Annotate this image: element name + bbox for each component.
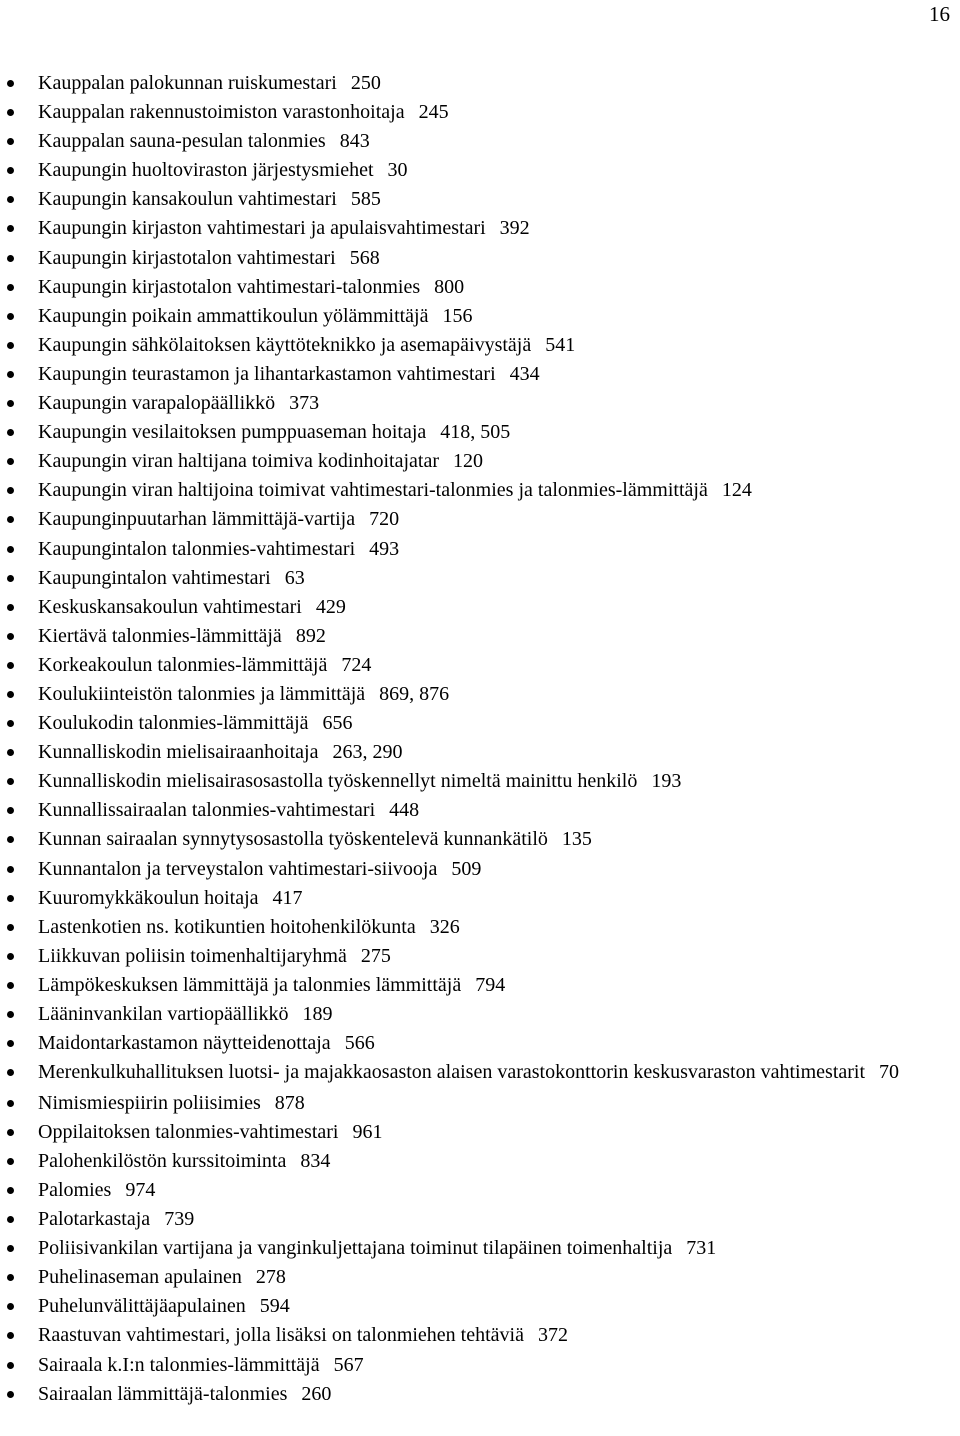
list-item: [0, 98, 960, 127]
list-item: [0, 1263, 960, 1292]
bullet-icon: [7, 1391, 14, 1398]
list-item: [0, 1058, 960, 1089]
bullet-icon: [7, 1158, 14, 1165]
list-item: [0, 69, 960, 98]
entry-title: Kaupungin kirjaston vahtimestari ja apulaisvahtimestari: [38, 217, 486, 240]
entry-title: Merenkulkuhallituksen luotsi- ja majakkaosaston alaisen varastokonttorin keskusvaraston vahtimestarit: [38, 1061, 866, 1084]
bullet-icon: [7, 167, 14, 174]
list-item: [0, 767, 960, 796]
page-reference: 63: [284, 566, 305, 589]
list-item: [0, 680, 960, 709]
list-item: [0, 505, 960, 534]
entry-title: Kunnan sairaalan synnytysosastolla työskentelevä kunnankätilö: [38, 828, 548, 851]
bullet-icon: [7, 924, 14, 931]
page-reference: 566: [344, 1032, 375, 1055]
entry-title: Kaupungin sähkölaitoksen käyttöteknikko ja asemapäivystäjä: [38, 333, 532, 356]
entry-title: Kaupungin viran haltijana toimiva kodinhoitajatar: [38, 450, 440, 473]
entry-title: Nimismiespiirin poliisimies: [38, 1091, 261, 1114]
entry-title: Kaupungin kansakoulun vahtimestari: [38, 188, 337, 211]
entry-title: Kaupungin teurastamon ja lihantarkastamon vahtimestari: [38, 362, 496, 385]
bullet-icon: [7, 371, 14, 378]
page-reference: 120: [453, 450, 484, 473]
page-reference: 869, 876: [379, 682, 450, 705]
bullet-icon: [7, 196, 14, 203]
entry-title: Kauppalan sauna-pesulan talonmies: [38, 130, 326, 153]
page-reference: 567: [333, 1353, 364, 1376]
page-reference: 961: [352, 1120, 383, 1143]
page-reference: 250: [350, 72, 381, 94]
page-reference: 70: [879, 1061, 900, 1084]
bullet-icon: [7, 1187, 14, 1194]
page-reference: 509: [451, 857, 482, 880]
list-item: [0, 738, 960, 767]
list-item: [0, 331, 960, 360]
entry-title: Lastenkotien ns. kotikuntien hoitohenkilökunta: [38, 915, 416, 938]
entry-title: Kiertävä talonmies-lämmittäjä: [38, 624, 282, 647]
list-item: [0, 1176, 960, 1205]
page-reference: 278: [255, 1266, 286, 1289]
bullet-icon: [7, 953, 14, 960]
page-reference: 245: [418, 101, 449, 124]
bullet-icon: [7, 691, 14, 698]
entry-title: Kaupungintalon vahtimestari: [38, 566, 271, 589]
page-reference: 493: [369, 537, 400, 560]
entry-title: Kunnalliskodin mielisairasosastolla työskennellyt nimeltä mainittu henkilö: [38, 770, 638, 793]
bullet-icon: [7, 487, 14, 494]
page-reference: 263, 290: [332, 741, 403, 764]
list-item: [0, 127, 960, 156]
entry-title: Koulukiinteistön talonmies ja lämmittäjä: [38, 682, 366, 705]
bullet-icon: [7, 604, 14, 611]
bullet-icon: [7, 1245, 14, 1252]
entry-title: Sairaala k.I:n talonmies-lämmittäjä: [38, 1353, 320, 1376]
list-item: [0, 1029, 960, 1058]
page-reference: 434: [509, 362, 540, 385]
page-reference: 974: [125, 1178, 156, 1201]
page-reference: 739: [164, 1208, 195, 1231]
page-reference: 568: [349, 246, 380, 269]
bullet-icon: [7, 1332, 14, 1339]
bullet-icon: [7, 662, 14, 669]
bullet-icon: [7, 1129, 14, 1136]
entry-title: Kaupungin poikain ammattikoulun yölämmittäjä: [38, 304, 429, 327]
list-item: [0, 1089, 960, 1118]
list-item: [0, 476, 960, 505]
list-item: [0, 942, 960, 971]
bullet-icon: [7, 429, 14, 436]
page-reference: 794: [475, 973, 506, 996]
page-reference: 892: [295, 624, 326, 647]
bullet-icon: [7, 720, 14, 727]
bullet-icon: [7, 284, 14, 291]
entry-title: Liikkuvan poliisin toimenhaltijaryhmä: [38, 944, 347, 967]
bullet-icon: [7, 982, 14, 989]
entry-title: Puhelunvälittäjäapulainen: [38, 1295, 246, 1318]
page-reference: 193: [651, 770, 682, 793]
bullet-icon: [7, 749, 14, 756]
entry-title: Korkeakoulun talonmies-lämmittäjä: [38, 653, 328, 676]
bullet-icon: [7, 575, 14, 582]
page-reference: 724: [341, 653, 372, 676]
page-reference: 843: [339, 130, 370, 153]
page-reference: 156: [442, 304, 473, 327]
bullet-icon: [7, 225, 14, 232]
entry-title: Keskuskansakoulun vahtimestari: [38, 595, 302, 618]
list-item: [0, 244, 960, 273]
bullet-icon: [7, 1069, 14, 1076]
list-item: [0, 389, 960, 418]
list-item: [0, 855, 960, 884]
entry-title: Kunnallissairaalan talonmies-vahtimestari: [38, 799, 376, 822]
page-reference: 720: [369, 508, 400, 531]
index-list: [0, 69, 960, 1409]
bullet-icon: [7, 109, 14, 116]
entry-title: Lämpökeskuksen lämmittäjä ja talonmies lämmittäjä: [38, 973, 462, 996]
list-item: [0, 971, 960, 1000]
entry-title: Kunnalliskodin mielisairaanhoitaja: [38, 741, 319, 764]
page-reference: 30: [387, 159, 408, 182]
entry-title: Kaupunginpuutarhan lämmittäjä-vartija: [38, 508, 356, 531]
list-item: [0, 1118, 960, 1147]
page-reference: 418, 505: [440, 421, 511, 444]
entry-title: Kuuromykkäkoulun hoitaja: [38, 886, 259, 909]
bullet-icon: [7, 1011, 14, 1018]
entry-title: Kaupungin viran haltijoina toimivat vahtimestari-talonmies ja talonmies-lämmittäjä: [38, 479, 708, 502]
bullet-icon: [7, 1274, 14, 1281]
page-reference: 429: [315, 595, 346, 618]
page-number: 16: [929, 2, 950, 26]
list-item: [0, 302, 960, 331]
entry-title: Palomies: [38, 1178, 112, 1201]
list-item: [0, 884, 960, 913]
entry-title: Kaupungin huoltoviraston järjestysmiehet: [38, 159, 374, 182]
bullet-icon: [7, 836, 14, 843]
bullet-icon: [7, 633, 14, 640]
page-reference: 326: [429, 915, 460, 938]
entry-title: Kaupungin varapalopäällikkö: [38, 392, 276, 415]
entry-title: Kauppalan palokunnan ruiskumestari: [38, 72, 337, 94]
bullet-icon: [7, 866, 14, 873]
entry-title: Lääninvankilan vartiopäällikkö: [38, 1003, 289, 1025]
list-item: [0, 825, 960, 854]
bullet-icon: [7, 138, 14, 145]
entry-title: Koulukodin talonmies-lämmittäjä: [38, 712, 309, 735]
page-reference: 800: [434, 275, 465, 298]
page-reference: 373: [289, 392, 320, 415]
list-item: [0, 651, 960, 680]
list-item: [0, 156, 960, 185]
entry-title: Poliisivankilan vartijana ja vanginkuljettajana toiminut tilapäinen toimenhaltija: [38, 1237, 673, 1260]
list-item: [0, 360, 960, 389]
entry-title: Kauppalan rakennustoimiston varastonhoitaja: [38, 101, 405, 124]
entry-title: Kaupungin kirjastotalon vahtimestari: [38, 246, 336, 269]
bullet-icon: [7, 1362, 14, 1369]
entry-title: Raastuvan vahtimestari, jolla lisäksi on talonmiehen tehtäviä: [38, 1324, 524, 1347]
bullet-icon: [7, 895, 14, 902]
page-reference: 260: [301, 1382, 332, 1405]
page-reference: 135: [561, 828, 592, 851]
bullet-icon: [7, 255, 14, 262]
page-reference: 878: [274, 1091, 305, 1114]
bullet-icon: [7, 546, 14, 553]
bullet-icon: [7, 80, 14, 87]
entry-title: Kaupungin vesilaitoksen pumppuaseman hoitaja: [38, 421, 427, 444]
list-item: [0, 535, 960, 564]
list-item: [0, 418, 960, 447]
bullet-icon: [7, 1303, 14, 1310]
list-item: [0, 1292, 960, 1321]
bullet-icon: [7, 778, 14, 785]
entry-title: Kaupungin kirjastotalon vahtimestari-talonmies: [38, 275, 421, 298]
page-reference: 585: [350, 188, 381, 211]
page-reference: 189: [302, 1003, 333, 1025]
page-reference: 448: [389, 799, 420, 822]
list-item: [0, 622, 960, 651]
list-item: [0, 214, 960, 243]
entry-title: Kaupungintalon talonmies-vahtimestari: [38, 537, 356, 560]
entry-title: Palotarkastaja: [38, 1208, 151, 1231]
bullet-icon: [7, 458, 14, 465]
page-reference: 731: [686, 1237, 717, 1260]
bullet-icon: [7, 342, 14, 349]
entry-title: Palohenkilöstön kurssitoiminta: [38, 1149, 287, 1172]
bullet-icon: [7, 1040, 14, 1047]
page-reference: 834: [300, 1149, 331, 1172]
page-reference: 541: [545, 333, 576, 356]
list-item: [0, 564, 960, 593]
list-item: [0, 1351, 960, 1380]
bullet-icon: [7, 1100, 14, 1107]
bullet-icon: [7, 807, 14, 814]
list-item: [0, 709, 960, 738]
bullet-icon: [7, 1216, 14, 1223]
entry-title: Sairaalan lämmittäjä-talonmies: [38, 1382, 288, 1405]
list-item: [0, 1205, 960, 1234]
list-item: [0, 796, 960, 825]
list-item: [0, 447, 960, 476]
list-item: [0, 1234, 960, 1263]
list-item: [0, 1147, 960, 1176]
bullet-icon: [7, 313, 14, 320]
entry-title: Maidontarkastamon näytteidenottaja: [38, 1032, 331, 1055]
entry-title: Kunnantalon ja terveystalon vahtimestari-siivooja: [38, 857, 438, 880]
list-item: [0, 185, 960, 214]
list-item: [0, 273, 960, 302]
list-item: [0, 593, 960, 622]
entry-title: Puhelinaseman apulainen: [38, 1266, 242, 1289]
page-reference: 594: [259, 1295, 290, 1318]
list-item: [0, 1380, 960, 1409]
list-item: [0, 1000, 960, 1029]
page-reference: 275: [360, 944, 391, 967]
entry-title: Oppilaitoksen talonmies-vahtimestari: [38, 1120, 339, 1143]
bullet-icon: [7, 516, 14, 523]
page-reference: 372: [538, 1324, 568, 1347]
bullet-icon: [7, 400, 14, 407]
list-item: [0, 1321, 960, 1350]
page-reference: 392: [499, 217, 530, 240]
page-reference: 656: [322, 712, 353, 735]
list-item: [0, 913, 960, 942]
page-reference: 124: [721, 479, 752, 502]
page-reference: 417: [272, 886, 303, 909]
